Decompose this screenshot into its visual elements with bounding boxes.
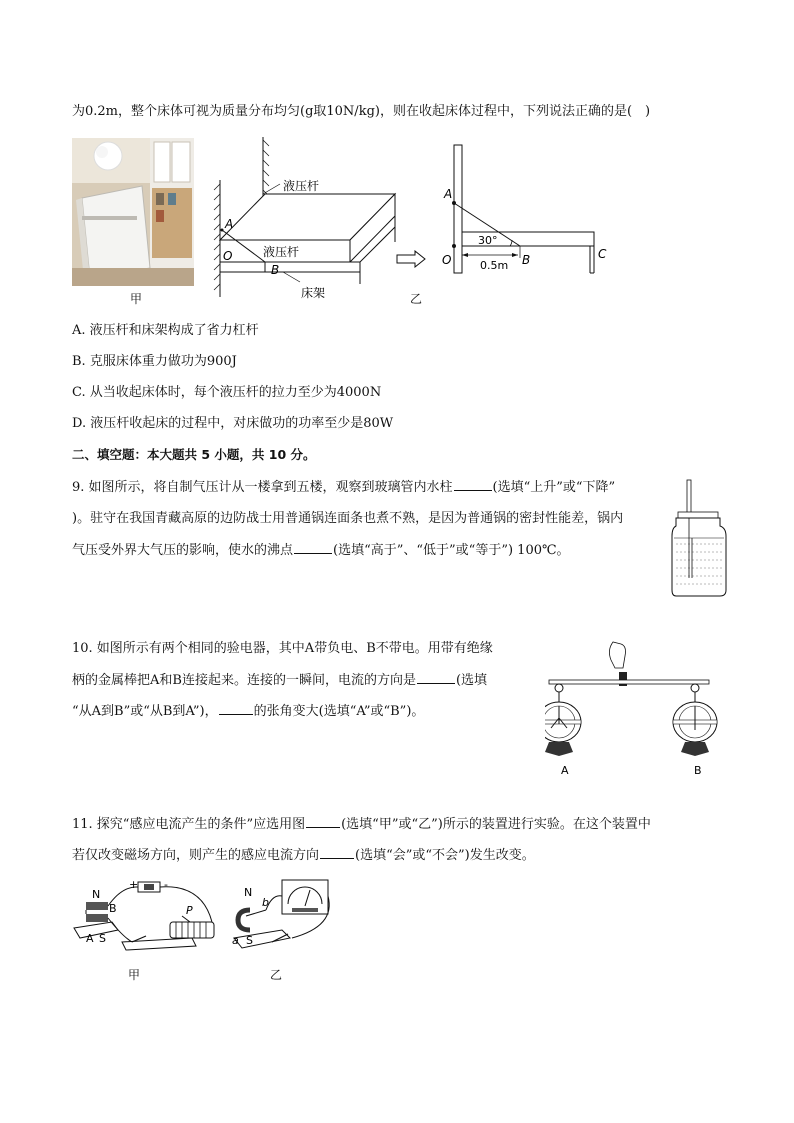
barometer-jar-diagram [670,478,730,600]
q10-line2-a: 柄的金属棒把A和B连接起来。连接的一瞬间，电流的方向是 [72,673,416,688]
q9-blank-1[interactable] [454,478,492,491]
q9-line1-a: 9. 如图所示，将自制气压计从一楼拿到五楼，观察到玻璃管内水柱 [72,480,453,495]
q11-line2-a: 若仅改变磁场方向，则产生的感应电流方向 [72,848,320,863]
q8-yi-label-o: O [442,253,452,267]
q10-line1: 10. 如图所示有两个相同的验电器，其中A带负电、B不带电。用带有绝缘 [72,641,493,656]
q8-label-angle: 30° [478,234,498,247]
q11-label-a2: a [232,934,239,947]
q11-blank-1[interactable] [306,815,340,828]
q11-label-n2: N [244,886,253,899]
q8-label-a: A [225,217,234,231]
q10-line3-b: 的张角变大(选填“A”或“B”)。 [253,704,425,719]
q9-line3-b: (选填“高于”、“低于”或“等于”) 100℃。 [333,543,570,558]
q8-option-b: B. 克服床体重力做功为900J [72,354,237,369]
q10-line3-a: “从A到B”或“从B到A”)， [72,704,218,719]
q9-line1 [72,478,615,497]
q8-yi-label-c: C [598,247,607,261]
q10-label-b: B [694,764,702,777]
section-heading: 二、填空题：本大题共 5 小题，共 10 分。 [72,447,316,462]
q8-fig-jia-caption: 甲 [130,292,143,306]
lever-schematic [440,140,615,280]
q8-label-length: 0.5m [480,259,509,272]
q11-label-b2: b [262,896,269,909]
q11-blank-2[interactable] [320,846,354,859]
q8-option-c: C. 从当收起床体时，每个液压杆的拉力至少为4000N [72,385,382,400]
q11-label-plus: + [129,878,139,891]
q11-fig-jia [72,876,232,956]
q11-label-a1: A [86,932,94,945]
q10-line2 [72,671,487,690]
q11-line2-b: (选填“会”或“不会”)发生改变。 [355,848,535,863]
q8-fig-yi-caption: 乙 [410,292,423,306]
q10-blank-1[interactable] [417,671,455,684]
q8-label-o: O [223,249,233,263]
q11-label-minus: - [164,878,168,891]
q8-yi-label-b: B [522,253,531,267]
q8-label-bed-frame: 床架 [301,286,326,300]
q9-line1-b: (选填“上升”或“下降” [492,480,616,495]
q10-line2-b: (选填 [455,673,488,688]
transition-arrow-icon [395,250,427,268]
q11-fig-jia-caption: 甲 [128,968,141,982]
q11-fig-yi [232,876,342,956]
q11-label-b1: B [109,902,117,915]
q9-line2: )。驻守在我国青藏高原的边防战士用普通锅连面条也煮不熟，是因为普通锅的密封性能差，锅内 [72,511,624,526]
bed-diagram [205,132,405,307]
q10-label-a: A [561,764,569,777]
q9-line3-a: 气压受外界大气压的影响，使水的沸点 [72,543,294,558]
q8-label-b: B [271,263,280,277]
q11-label-s1: S [99,932,106,945]
bed-photo [72,138,194,286]
q11-line2 [72,846,535,865]
q11-line1-b: (选填“甲”或“乙”)所示的装置进行实验。在这个装置中 [341,817,651,832]
q8-option-a: A. 液压杆和床架构成了省力杠杆 [72,323,259,338]
q8-label-rod-top: 液压杆 [283,179,320,193]
q8-option-d: D. 液压杆收起床的过程中，对床做功的功率至少是80W [72,416,394,431]
q9-line3 [72,541,570,560]
q11-line1 [72,815,651,834]
q10-line3 [72,702,424,721]
q10-blank-2[interactable] [219,702,253,715]
q11-fig-yi-caption: 乙 [270,968,283,982]
q11-label-n1: N [92,888,101,901]
electroscopes-diagram [545,640,725,780]
q8-intro-line: 为0.2m，整个床体可视为质量分布均匀(g取10N/kg)，则在收起床体过程中，下列说法正确的是( ) [72,104,651,119]
q11-label-p: P [186,904,193,917]
q11-line1-a: 11. 探究“感应电流产生的条件”应选用图 [72,817,306,832]
q8-label-rod-mid: 液压杆 [263,245,300,259]
q8-yi-label-a: A [444,187,453,201]
q9-blank-2[interactable] [294,541,332,554]
q11-label-s2: S [246,934,253,947]
